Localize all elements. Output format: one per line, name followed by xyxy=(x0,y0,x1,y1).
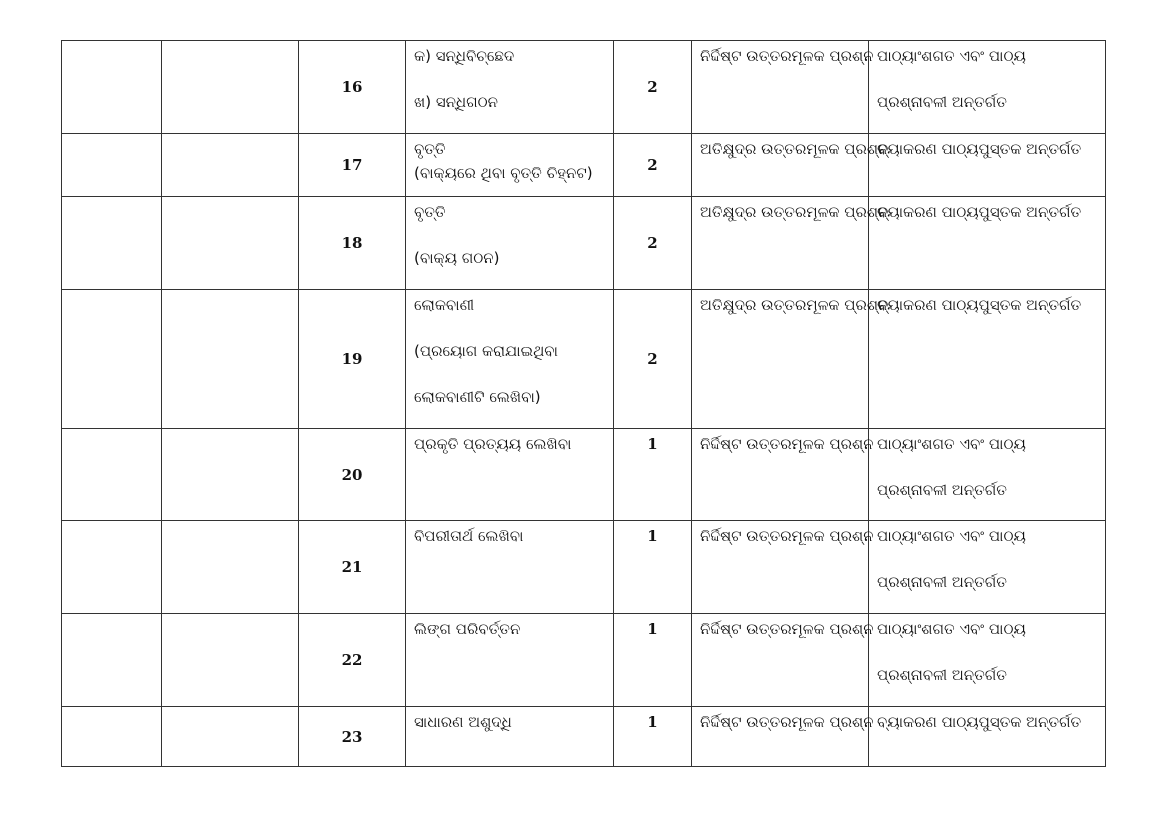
source-line: ପ୍ରଶ୍ନାବଳୀ ଅନ୍ତର୍ଗତ xyxy=(877,666,1007,684)
question-number: 23 xyxy=(299,707,406,767)
question-number: 16 xyxy=(299,41,406,134)
empty-cell xyxy=(62,197,162,290)
empty-cell xyxy=(162,707,299,767)
source-line: ପ୍ରଶ୍ନାବଳୀ ଅନ୍ତର୍ଗତ xyxy=(877,93,1007,111)
question-number: 20 xyxy=(299,429,406,521)
topic-line: ସାଧାରଣ ଅଶୁଦ୍ଧି xyxy=(414,713,512,731)
topic-line: ପ୍ରକୃତି ପ୍ରତ୍ୟୟ ଲେଖିବା xyxy=(414,435,572,453)
table-row xyxy=(62,707,1106,767)
source-cell xyxy=(869,290,1106,429)
blueprint-table xyxy=(61,40,1106,767)
question-number: 19 xyxy=(299,290,406,429)
table-row xyxy=(62,429,1106,521)
marks: 2 xyxy=(614,41,692,134)
topic-line: (ପ୍ରୟୋଗ କରାଯାଇଥିବା xyxy=(414,342,558,360)
empty-cell xyxy=(62,134,162,197)
question-type-cell xyxy=(692,521,874,614)
table-row xyxy=(62,134,1106,197)
topic-cell xyxy=(406,197,614,290)
source-line: ବ୍ୟାକରଣ ପାଠ୍ୟପୁସ୍ତକ ଅନ୍ତର୍ଗତ xyxy=(877,713,1082,731)
table-row xyxy=(62,290,1106,429)
topic-cell xyxy=(406,614,614,707)
source-line: ବ୍ୟାକରଣ ପାଠ୍ୟପୁସ୍ତକ ଅନ୍ତର୍ଗତ xyxy=(877,296,1082,314)
topic-line: ଲୋକବାଣୀ xyxy=(414,296,475,314)
topic-cell xyxy=(406,134,614,197)
question-type: ଅତିକ୍ଷୁଦ୍ର ଉତ୍ତରମୂଳକ ପ୍ରଶ୍ନ xyxy=(700,140,889,158)
topic-cell xyxy=(406,429,614,521)
empty-cell xyxy=(162,290,299,429)
marks: 2 xyxy=(614,290,692,429)
source-line: ବ୍ୟାକରଣ ପାଠ୍ୟପୁସ୍ତକ ଅନ୍ତର୍ଗତ xyxy=(877,140,1082,158)
topic-line: ବିପରୀତାର୍ଥ ଲେଖିବା xyxy=(414,527,524,545)
question-number: 17 xyxy=(299,134,406,197)
question-type: ଅତିକ୍ଷୁଦ୍ର ଉତ୍ତରମୂଳକ ପ୍ରଶ୍ନ xyxy=(700,203,889,221)
table-row xyxy=(62,41,1106,134)
empty-cell xyxy=(162,41,299,134)
source-cell xyxy=(869,707,1106,767)
table-row xyxy=(62,614,1106,707)
question-number: 21 xyxy=(299,521,406,614)
marks: 1 xyxy=(614,521,692,614)
table-row xyxy=(62,521,1106,614)
source-line: ପାଠ୍ୟାଂଶଗତ ଏବଂ ପାଠ୍ୟ xyxy=(877,47,1026,65)
question-type: ନିର୍ଦ୍ଦିଷ୍ଟ ଉତ୍ତରମୂଳକ ପ୍ରଶ୍ନ xyxy=(700,620,874,638)
question-number: 18 xyxy=(299,197,406,290)
question-type: ନିର୍ଦ୍ଦିଷ୍ଟ ଉତ୍ତରମୂଳକ ପ୍ରଶ୍ନ xyxy=(700,713,874,731)
question-number: 22 xyxy=(299,614,406,707)
topic-cell xyxy=(406,41,614,134)
topic-line: ଖ) ସନ୍ଧିଗଠନ xyxy=(414,93,498,111)
empty-cell xyxy=(162,429,299,521)
question-type-cell xyxy=(692,41,874,134)
topic-cell xyxy=(406,707,614,767)
source-line: ପାଠ୍ୟାଂଶଗତ ଏବଂ ପାଠ୍ୟ xyxy=(877,620,1026,638)
table-row xyxy=(62,197,1106,290)
topic-cell xyxy=(406,521,614,614)
question-type-cell xyxy=(692,429,874,521)
topic-line: ବୃତ୍ତି xyxy=(414,140,446,158)
marks: 1 xyxy=(614,429,692,521)
source-cell xyxy=(869,429,1106,521)
source-line: ପାଠ୍ୟାଂଶଗତ ଏବଂ ପାଠ୍ୟ xyxy=(877,527,1026,545)
question-type: ନିର୍ଦ୍ଦିଷ୍ଟ ଉତ୍ତରମୂଳକ ପ୍ରଶ୍ନ xyxy=(700,47,874,65)
empty-cell xyxy=(62,707,162,767)
question-type-cell xyxy=(692,614,874,707)
empty-cell xyxy=(62,614,162,707)
source-line: ପାଠ୍ୟାଂଶଗତ ଏବଂ ପାଠ୍ୟ xyxy=(877,435,1026,453)
topic-cell xyxy=(406,290,614,429)
question-type-cell xyxy=(692,134,889,197)
empty-cell xyxy=(162,197,299,290)
empty-cell xyxy=(162,134,299,197)
topic-line: (ବାକ୍ୟ ଗଠନ) xyxy=(414,249,500,267)
source-cell xyxy=(869,134,1106,197)
source-line: ପ୍ରଶ୍ନାବଳୀ ଅନ୍ତର୍ଗତ xyxy=(877,481,1007,499)
empty-cell xyxy=(162,521,299,614)
topic-line: ବୃତ୍ତି xyxy=(414,203,446,221)
empty-cell xyxy=(62,41,162,134)
question-type-cell xyxy=(692,707,874,767)
question-type-cell xyxy=(692,197,889,290)
question-type: ନିର୍ଦ୍ଦିଷ୍ଟ ଉତ୍ତରମୂଳକ ପ୍ରଶ୍ନ xyxy=(700,527,874,545)
question-type: ନିର୍ଦ୍ଦିଷ୍ଟ ଉତ୍ତରମୂଳକ ପ୍ରଶ୍ନ xyxy=(700,435,874,453)
empty-cell xyxy=(62,290,162,429)
topic-line: (ବାକ୍ୟରେ ଥିବା ବୃତ୍ତି ଚିହ୍ନଟ) xyxy=(414,164,593,182)
marks: 1 xyxy=(614,707,692,767)
source-line: ବ୍ୟାକରଣ ପାଠ୍ୟପୁସ୍ତକ ଅନ୍ତର୍ଗତ xyxy=(877,203,1082,221)
source-cell xyxy=(869,521,1106,614)
marks: 2 xyxy=(614,197,692,290)
topic-line: ଲୋକବାଣୀଟି ଲେଖିବା) xyxy=(414,388,541,406)
source-cell xyxy=(869,41,1106,134)
empty-cell xyxy=(162,614,299,707)
topic-line: ଲିଙ୍ଗ ପରିବର୍ତ୍ତନ xyxy=(414,620,521,638)
source-cell xyxy=(869,614,1106,707)
question-type: ଅତିକ୍ଷୁଦ୍ର ଉତ୍ତରମୂଳକ ପ୍ରଶ୍ନ xyxy=(700,296,889,314)
source-line: ପ୍ରଶ୍ନାବଳୀ ଅନ୍ତର୍ଗତ xyxy=(877,573,1007,591)
marks: 1 xyxy=(614,614,692,707)
marks: 2 xyxy=(614,134,692,197)
empty-cell xyxy=(62,521,162,614)
topic-line: କ) ସନ୍ଧିବିଚ୍ଛେଦ xyxy=(414,47,515,65)
source-cell xyxy=(869,197,1106,290)
question-type-cell xyxy=(692,290,889,429)
empty-cell xyxy=(62,429,162,521)
